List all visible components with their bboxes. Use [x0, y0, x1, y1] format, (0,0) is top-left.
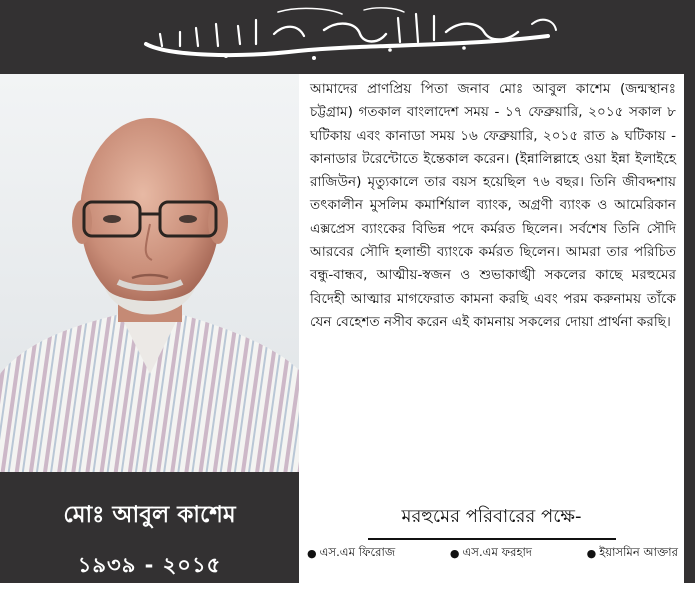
survivor-item: [307, 544, 395, 563]
family-heading: মরহুমের পরিবারের পক্ষে-: [368, 502, 616, 540]
survivor-name: ইয়াসমিন আক্তার: [599, 545, 678, 559]
deceased-name: মোঃ আবুল কাশেম: [63, 502, 236, 528]
obituary-text-panel: [299, 74, 684, 480]
bullet-icon: ●: [586, 547, 597, 560]
survivor-name: এস.এম ফরহাদ: [462, 545, 532, 559]
family-panel: [299, 480, 684, 583]
portrait-image: [0, 74, 299, 472]
calligraphy-header: [0, 0, 695, 68]
survivor-item: [450, 544, 532, 563]
bullet-icon: ●: [307, 547, 317, 560]
deceased-years: ১৯৩৯ - ২০১৫: [77, 553, 222, 577]
bullet-icon: ●: [449, 547, 460, 560]
survivor-list: [307, 544, 678, 563]
survivor-item: [587, 544, 678, 563]
deceased-photo: [0, 74, 299, 472]
obituary-body: আমাদের প্রাণপ্রিয় পিতা জনাব মোঃ আবুল কাশেম (জন্মস্থানঃ চট্টগ্রাম) গতকাল বাংলাদেশ সময় - ১৭ ফেব্রুয়ারি, ২০১৫ সকাল ৮ ঘটিকায় এবং কানাডা সময় ১৬ ফেব্রুয়ারি, ২০১৫ রাত ৯ ঘটিকায় - কানাডার টরেন্টোতে ইন্তেকাল করেন। (ইন্নালিল্লাহে ওয়া ইন্না ইলাইহে রাজিউন) মৃত্যুকালে তার বয়স হয়েছিল ৭৬ বছর। তিনি জীবদ্দশায় তৎকালীন মুসলিম কমার্শিয়াল ব্যাংক, অগ্রণী ব্যাংক ও আমেরিকান এক্সপ্রেস ব্যাংকের বিভিন্ন পদে কর্মরত ছিলেন। সর্বশেষ তিনি সৌদি আরবের সৌদি হলান্ডী ব্যাংকে কর্মরত ছিলেন। আমরা তার পরিচিত বন্ধু-বান্ধব, আত্মীয়-স্বজন ও শুভাকাঙ্খী সকলের কাছে মরহুমের বিদেহী আত্মার মাগফেরাত কামনা করছি এবং পরম করুনাময় তাঁকে যেন বেহেশত নসীব করেন এই কামনায় সকলের দোয়া প্রার্থনা করছি।: [310, 81, 676, 330]
bismillah-calligraphy: [128, 4, 568, 64]
survivor-name: এস.এম ফিরোজ: [319, 545, 396, 559]
deceased-info: [0, 480, 299, 580]
